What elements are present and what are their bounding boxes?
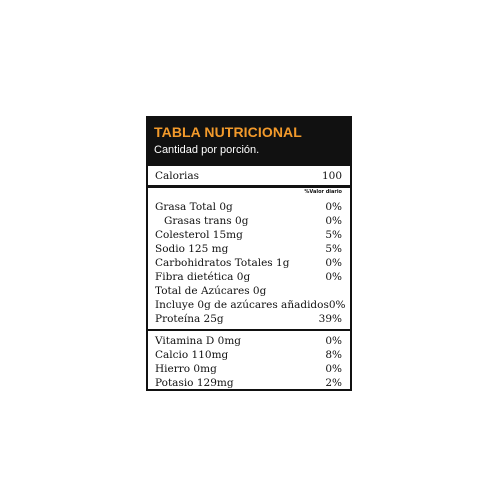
divider-medium — [148, 329, 350, 331]
vitamin-value: 2% — [325, 377, 342, 389]
nutrient-value: 0% — [325, 257, 342, 269]
vitamin-name: Potasio 129mg — [155, 377, 234, 389]
nutrient-name: Total de Azúcares 0g — [155, 285, 267, 297]
daily-value-heading: %Valor diario — [304, 189, 342, 195]
vitamin-row-calcium — [148, 348, 350, 362]
nutrient-name: Carbohidratos Totales 1g — [155, 257, 290, 269]
nutrient-value: 5% — [325, 229, 342, 241]
calories-row — [148, 168, 350, 183]
calories-value: 100 — [321, 170, 342, 182]
vitamin-name: Vitamina D 0mg — [155, 335, 242, 347]
nutrient-value: 5% — [325, 243, 342, 255]
nutrition-facts-label — [146, 116, 352, 391]
nutrient-row-fiber-sugars — [148, 270, 350, 298]
calories-label: Calorias — [155, 170, 199, 182]
nutrient-row-added-sugars — [148, 298, 350, 312]
nutrient-name-block — [155, 270, 266, 298]
vitamin-value: 0% — [325, 363, 342, 375]
nutrient-row-cholesterol — [148, 228, 350, 242]
vitamin-row-iron — [148, 362, 350, 376]
nutrient-name: Sodio 125 mg — [155, 243, 229, 255]
label-header — [148, 118, 350, 166]
nutrient-row-carbohydrates — [148, 256, 350, 270]
nutrient-row-total-fat — [148, 200, 350, 214]
nutrient-row-protein — [148, 312, 350, 326]
label-subtitle: Cantidad por porción. — [154, 144, 260, 156]
nutrient-row-sodium — [148, 242, 350, 256]
nutrient-value: 0% — [325, 201, 342, 213]
nutrient-value: 0% — [325, 215, 342, 227]
nutrient-name: Incluye 0g de azúcares añadidos — [155, 299, 329, 311]
label-title: TABLA NUTRICIONAL — [154, 124, 302, 140]
nutrient-value: 0% — [328, 299, 346, 311]
nutrient-row-trans-fat — [148, 214, 350, 228]
nutrient-name: Grasas trans 0g — [164, 215, 249, 227]
nutrient-value: 39% — [318, 313, 342, 325]
nutrient-name: Fibra dietética 0g — [155, 271, 251, 283]
nutrient-name: Colesterol 15mg — [155, 229, 243, 241]
vitamin-name: Hierro 0mg — [155, 363, 217, 375]
vitamin-value: 8% — [325, 349, 342, 361]
vitamin-name: Calcio 110mg — [155, 349, 229, 361]
vitamin-value: 0% — [325, 335, 342, 347]
nutrient-name: Grasa Total 0g — [155, 201, 233, 213]
nutrient-value: 0% — [325, 271, 342, 283]
nutrient-name: Proteína 25g — [155, 313, 224, 325]
vitamin-row-potassium — [148, 376, 350, 390]
vitamin-row-d — [148, 334, 350, 348]
